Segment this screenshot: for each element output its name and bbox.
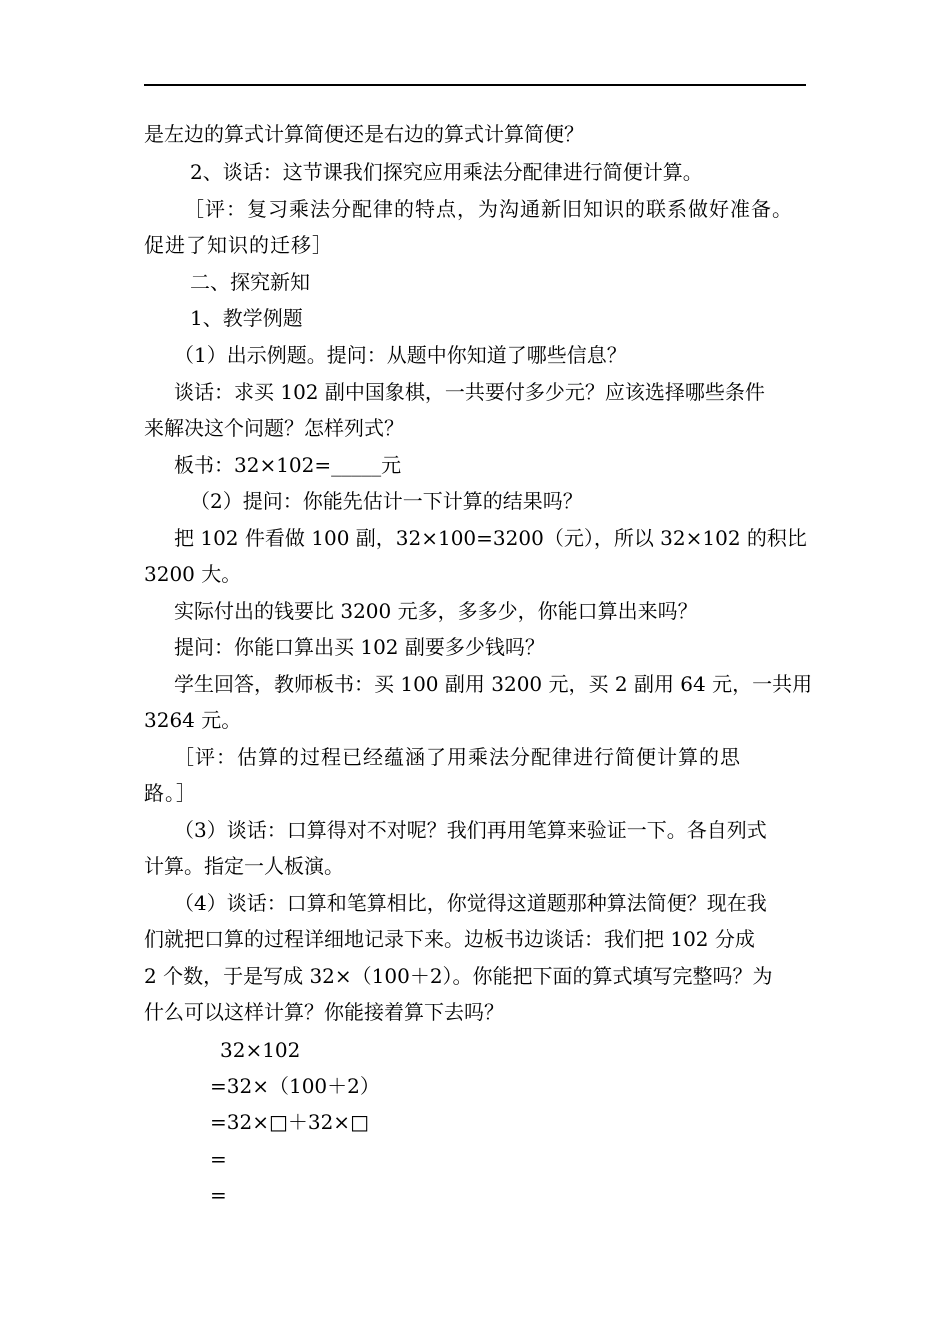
text-line: 2、谈话：这节课我们探究应用乘法分配律进行简便计算。 [190, 160, 703, 184]
text-line: 3200 大。 [144, 562, 242, 586]
header-rule [144, 84, 806, 86]
text-line: （1）出示例题。提问：从题中你知道了哪些信息？ [174, 343, 627, 367]
text-line: 来解决这个问题？怎样列式？ [144, 416, 404, 440]
math-line: = [210, 1147, 227, 1171]
text-line: 板书：32×102=_____元 [174, 453, 402, 477]
text-line: 2 个数，于是写成 32×（100＋2）。你能把下面的算式填写完整吗？为 [144, 964, 773, 988]
section-heading: 二、探究新知 [190, 270, 310, 294]
text-line: 计算。指定一人板演。 [144, 854, 344, 878]
text-line: 3264 元。 [144, 708, 242, 732]
text-line: 学生回答，教师板书：买 100 副用 3200 元，买 2 副用 64 元，一共用 [174, 672, 813, 696]
text-line: 们就把口算的过程详细地记录下来。边板书边谈话：我们把 102 分成 [144, 927, 755, 951]
text-line: 什么可以这样计算？你能接着算下去吗？ [144, 1000, 504, 1024]
subsection-heading: 1、教学例题 [190, 306, 303, 330]
comment-line: 路。］ [144, 781, 197, 805]
math-line: =32×（100＋2） [210, 1074, 380, 1098]
math-line: =32×□＋32×□ [210, 1110, 369, 1134]
comment-line: ［评：估算的过程已经蕴涵了用乘法分配律进行简便计算的思 [174, 745, 741, 769]
text-line: 把 102 件看做 100 副，32×100=3200（元），所以 32×102 的积比 [174, 526, 807, 550]
text-line: （2）提问：你能先估计一下计算的结果吗？ [190, 489, 583, 513]
text-line: （3）谈话：口算得对不对呢？我们再用笔算来验证一下。各自列式 [174, 818, 767, 842]
text-line: 谈话：求买 102 副中国象棋，一共要付多少元？应该选择哪些条件 [174, 380, 765, 404]
math-line: = [210, 1183, 227, 1207]
text-line: 提问：你能口算出买 102 副要多少钱吗？ [174, 635, 545, 659]
text-line: 实际付出的钱要比 3200 元多，多多少，你能口算出来吗？ [174, 599, 698, 623]
comment-line: ［评：复习乘法分配律的特点，为沟通新旧知识的联系做好准备。 [184, 197, 793, 221]
comment-line: 促进了知识的迁移］ [144, 233, 333, 257]
math-line: 32×102 [220, 1038, 301, 1062]
text-line: （4）谈话：口算和笔算相比，你觉得这道题那种算法简便？现在我 [174, 891, 767, 915]
text-line: 是左边的算式计算简便还是右边的算式计算简便？ [144, 122, 584, 146]
